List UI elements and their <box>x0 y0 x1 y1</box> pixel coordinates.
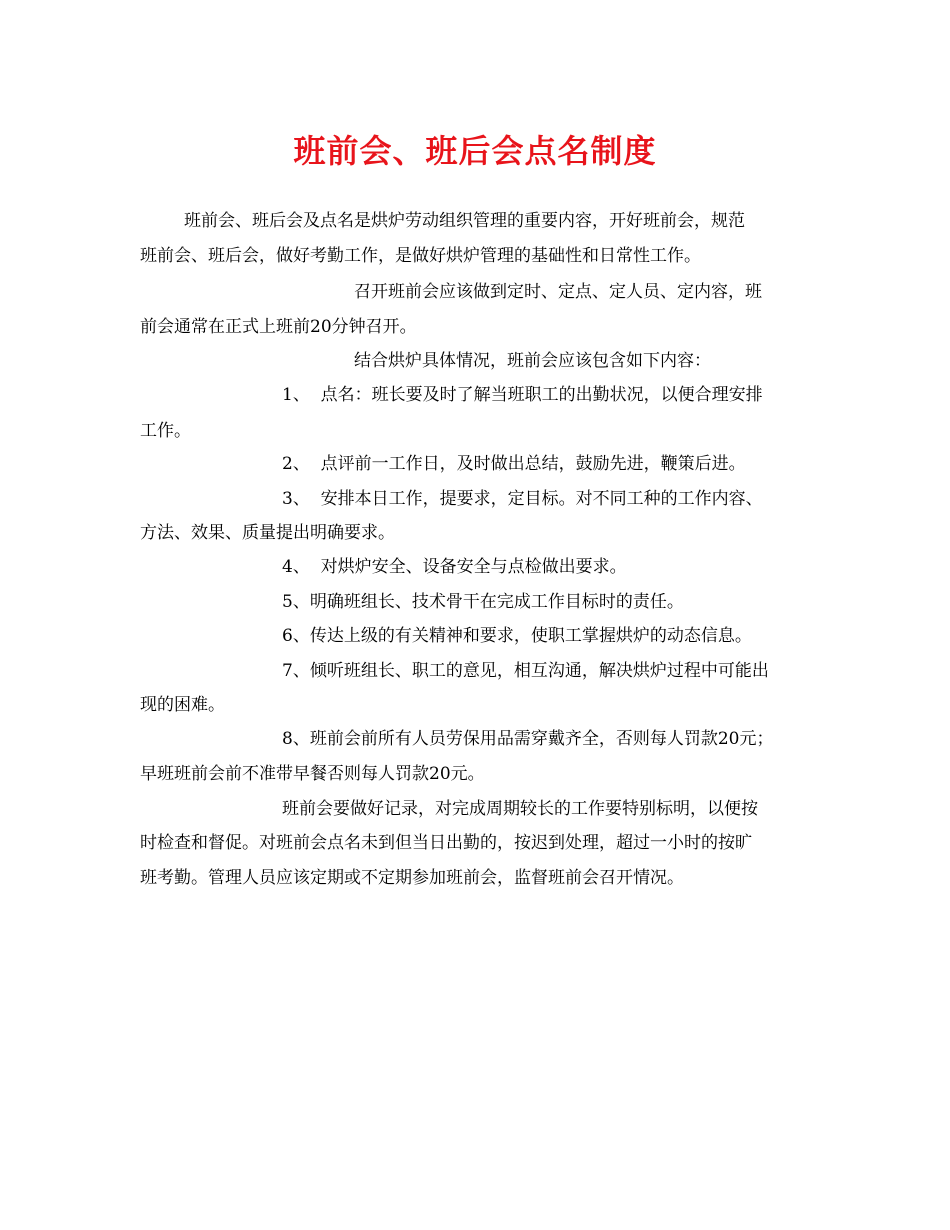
list-item-7: 7、倾听班组长、职工的意见，相互沟通，解决烘炉过程中可能出 <box>282 661 769 681</box>
list-item-2: 2、 点评前一工作日，及时做出总结，鼓励先进，鞭策后进。 <box>282 454 746 474</box>
body-line: 班前会、班后会，做好考勤工作，是做好烘炉管理的基础性和日常性工作。 <box>140 246 701 266</box>
body-line: 结合烘炉具体情况，班前会应该包含如下内容： <box>354 351 711 371</box>
body-line: 班考勤。管理人员应该定期或不定期参加班前会，监督班前会召开情况。 <box>140 868 684 888</box>
body-line: 召开班前会应该做到定时、定点、定人员、定内容，班 <box>354 282 762 302</box>
list-item-3-continued: 方法、效果、质量提出明确要求。 <box>140 523 395 543</box>
body-line: 前会通常在正式上班前20分钟召开。 <box>140 317 417 337</box>
body-line: 班前会、班后会及点名是烘炉劳动组织管理的重要内容，开好班前会，规范 <box>184 211 745 231</box>
list-item-4: 4、 对烘炉安全、设备安全与点检做出要求。 <box>282 557 627 577</box>
body-line: 班前会要做好记录，对完成周期较长的工作要特别标明，以便按 <box>282 799 758 819</box>
list-item-1: 1、 点名：班长要及时了解当班职工的出勤状况，以便合理安排 <box>282 385 763 405</box>
list-item-6: 6、传达上级的有关精神和要求，使职工掌握烘炉的动态信息。 <box>282 626 752 646</box>
list-item-3: 3、 安排本日工作，提要求，定目标。对不同工种的工作内容、 <box>282 489 763 509</box>
list-item-8-continued: 早班班前会前不准带早餐否则每人罚款20元。 <box>140 764 485 784</box>
list-item-1-continued: 工作。 <box>140 421 191 441</box>
list-item-8: 8、班前会前所有人员劳保用品需穿戴齐全，否则每人罚款20元； <box>282 729 774 749</box>
list-item-5: 5、明确班组长、技术骨干在完成工作目标时的责任。 <box>282 592 684 612</box>
list-item-7-continued: 现的困难。 <box>140 695 225 715</box>
body-line: 时检查和督促。对班前会点名未到但当日出勤的，按迟到处理，超过一小时的按旷 <box>140 833 752 853</box>
document-title: 班前会、班后会点名制度 <box>293 132 657 170</box>
